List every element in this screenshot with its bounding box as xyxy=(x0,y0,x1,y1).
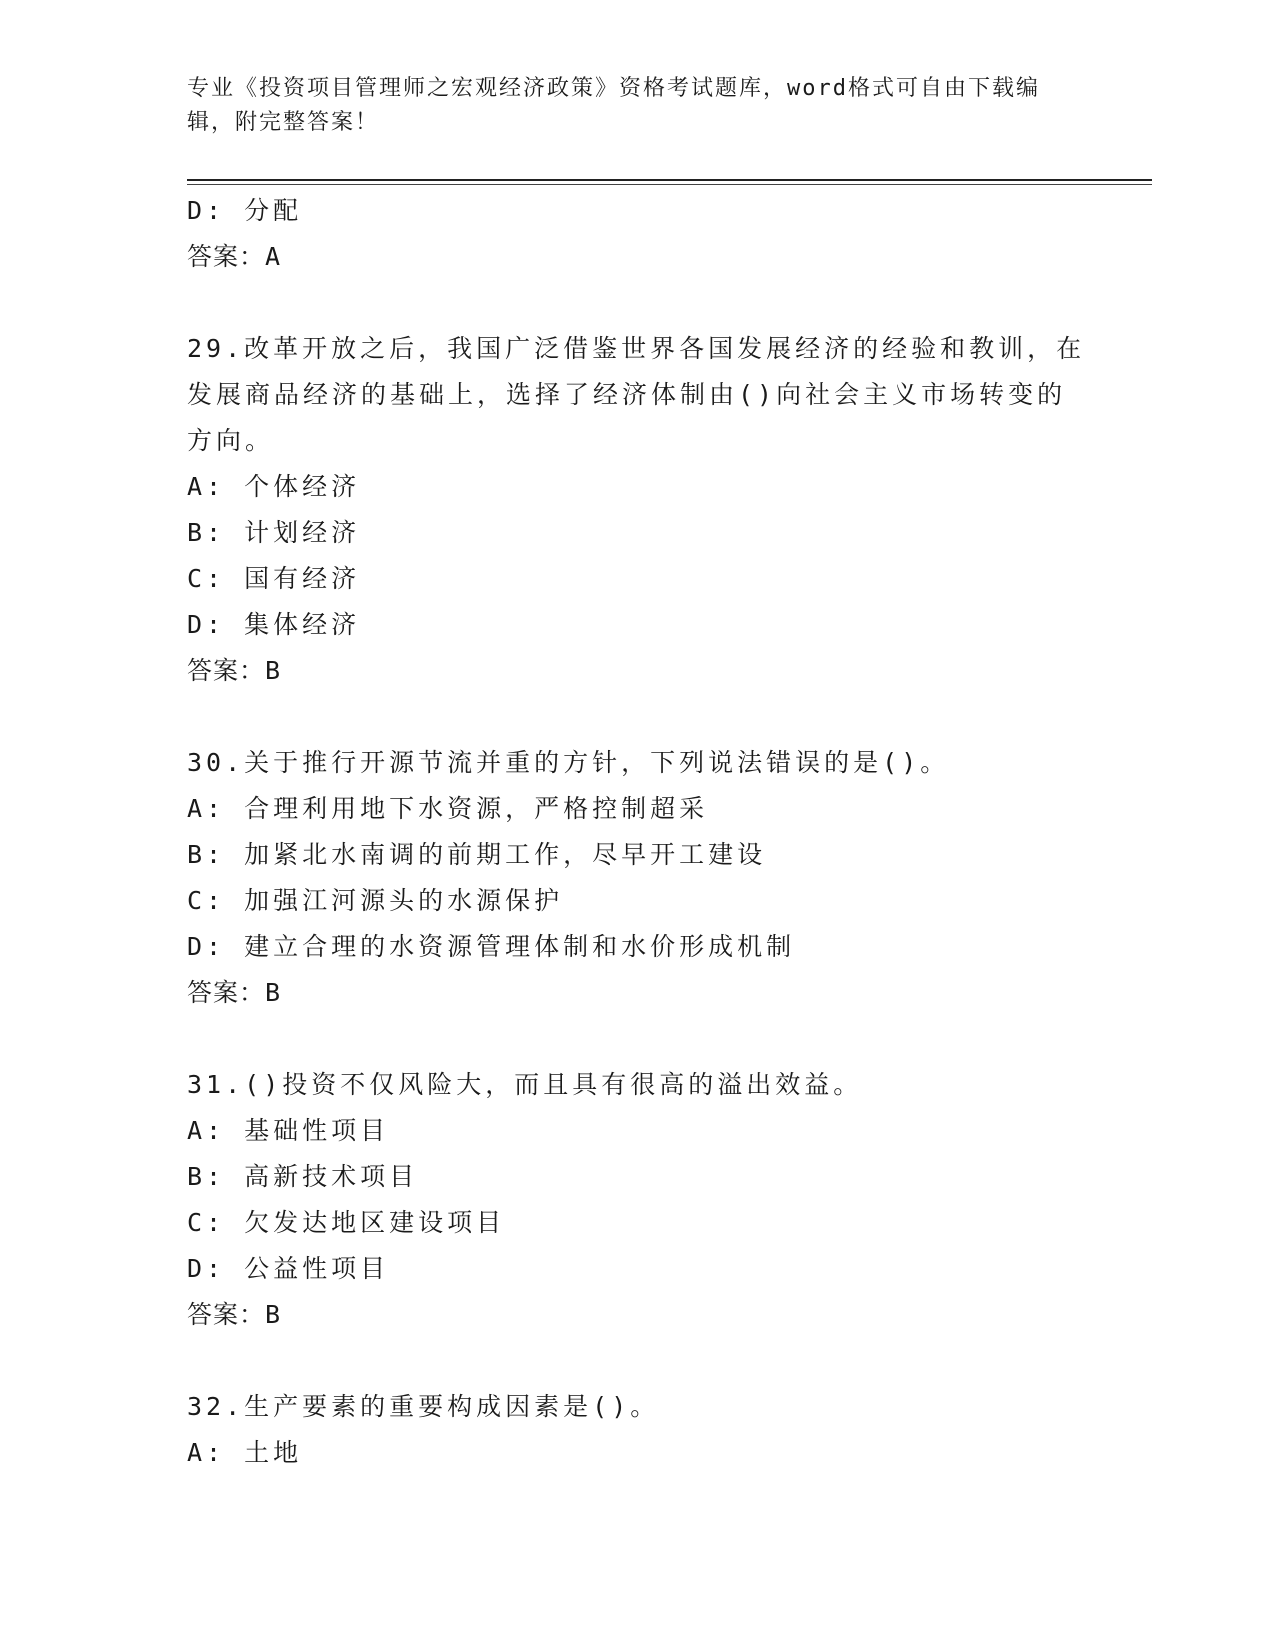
header-line-1: 专业《投资项目管理师之宏观经济政策》资格考试题库，word格式可自由下载编 xyxy=(187,76,1040,101)
question-stem-line: 方向。 xyxy=(187,426,275,455)
spacer xyxy=(187,694,1087,740)
option-c: C: 加强江河源头的水源保护 xyxy=(187,886,564,915)
spacer xyxy=(187,1016,1087,1062)
option-d: D: 公益性项目 xyxy=(187,1254,390,1283)
spacer xyxy=(187,280,1087,326)
option-d: D: 建立合理的水资源管理体制和水价形成机制 xyxy=(187,932,796,961)
option-d-prev: D: 分配 xyxy=(187,196,303,225)
document-header xyxy=(187,72,1087,140)
question-stem-line: 31.()投资不仅风险大，而且具有很高的溢出效益。 xyxy=(187,1070,863,1099)
question-stem-line: 30.关于推行开源节流并重的方针，下列说法错误的是()。 xyxy=(187,748,950,777)
answer: 答案：B xyxy=(187,656,282,685)
option-c: C: 欠发达地区建设项目 xyxy=(187,1208,506,1237)
question-stem-line: 发展商品经济的基础上，选择了经济体制由()向社会主义市场转变的 xyxy=(187,380,1067,409)
header-divider-thick xyxy=(187,179,1152,181)
option-d: D: 集体经济 xyxy=(187,610,361,639)
option-b: B: 高新技术项目 xyxy=(187,1162,419,1191)
answer: 答案：B xyxy=(187,978,282,1007)
answer: 答案：B xyxy=(187,1300,282,1329)
question-32 xyxy=(187,1384,1087,1476)
question-29 xyxy=(187,326,1087,694)
header-line-2: 辑，附完整答案！ xyxy=(187,110,380,135)
option-a: A: 基础性项目 xyxy=(187,1116,390,1145)
question-31 xyxy=(187,1062,1087,1338)
question-stem-line: 29.改革开放之后，我国广泛借鉴世界各国发展经济的经验和教训，在 xyxy=(187,334,1086,363)
option-c: C: 国有经济 xyxy=(187,564,361,593)
option-a: A: 个体经济 xyxy=(187,472,361,501)
spacer xyxy=(187,1338,1087,1384)
option-b: B: 加紧北水南调的前期工作，尽早开工建设 xyxy=(187,840,767,869)
header-divider-thin xyxy=(187,184,1152,185)
question-content xyxy=(187,188,1087,1476)
option-a: A: 土地 xyxy=(187,1438,303,1467)
question-30 xyxy=(187,740,1087,1016)
option-b: B: 计划经济 xyxy=(187,518,361,547)
option-a: A: 合理利用地下水资源，严格控制超采 xyxy=(187,794,709,823)
question-stem-line: 32.生产要素的重要构成因素是()。 xyxy=(187,1392,660,1421)
answer-prev: 答案：A xyxy=(187,242,282,271)
